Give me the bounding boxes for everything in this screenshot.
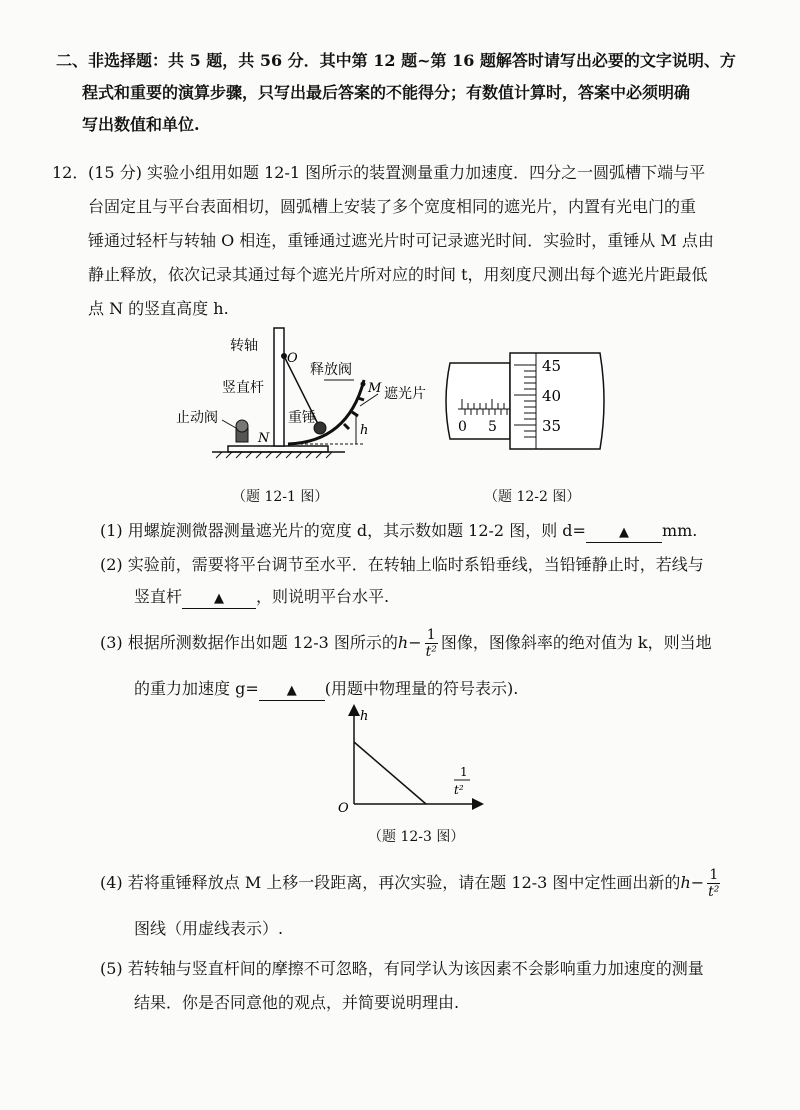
thimble-tick-35: 35: [542, 417, 562, 435]
stop-valve-label: 止动阀: [176, 410, 218, 426]
sub5-line-2: 结果．你是否同意他的观点，并简要说明理由.: [134, 993, 460, 1012]
sub5-line-1: (5) 若转轴与竖直杆间的摩擦不可忽略，有同学认为该因素不会影响重力加速度的测量: [100, 959, 704, 978]
thimble-tick-45: 45: [542, 357, 562, 375]
sleeve-tick-0: 0: [458, 419, 467, 435]
question-number: 12．: [52, 163, 89, 182]
N-label: N: [258, 431, 270, 446]
x-axis-label-den: t²: [454, 783, 464, 797]
release-valve-label: 释放阀: [310, 362, 352, 378]
sub2-line-2: 竖直杆 ▲ ，则说明平台水平.: [134, 586, 389, 609]
sub1-text: (1) 用螺旋测微器测量遮光片的宽度 d，其示数如题 12-2 图，则 d=: [100, 521, 586, 540]
sub4-line-1: (4) 若将重锤释放点 M 上移一段距离，再次实验，请在题 12-3 图中定性画出新的h− $\frac{1}{\text{t²}}$: [100, 867, 720, 900]
sleeve-tick-5: 5: [488, 419, 497, 435]
sub3-line-2: 的重力加速度 g= ▲ (用题中物理量的符号表示).: [134, 678, 518, 701]
figure-12-3-caption: （题 12-3 图）: [368, 829, 465, 845]
sub1-unit: mm.: [661, 521, 698, 540]
section-header-line-1: 二、非选择题：共 5 题，共 56 分．其中第 12 题~第 16 题解答时请写出必要的文字说明、方: [56, 51, 736, 70]
thimble-tick-40: 40: [542, 387, 562, 405]
origin-label: O: [338, 801, 349, 816]
question-text-line-5: 点 N 的竖直高度 h.: [88, 299, 229, 318]
sub2-line-1: (2) 实验前，需要将平台调节至水平．在转轴上临时系铅垂线，当铅锤静止时，若线与: [100, 555, 704, 574]
sub4-fraction: $\frac{1}{\text{t²}}$: [708, 867, 720, 900]
sub1-answer-blank[interactable]: ▲: [586, 522, 662, 543]
axis-label: 转轴: [230, 338, 258, 354]
figure-12-1-apparatus: [160, 320, 450, 470]
question-text-line-4: 静止释放，依次记录其通过每个遮光片所对应的时间 t，用刻度尺测出每个遮光片距最低: [88, 265, 708, 284]
shade-label: 遮光片: [384, 386, 426, 402]
figure-12-2-caption: （题 12-2 图）: [484, 489, 581, 505]
sub4-line-2: 图线（用虚线表示）.: [134, 919, 284, 938]
rod-label: 竖直杆: [222, 380, 264, 396]
question-text-line-1: (15 分) 实验小组用如题 12-1 图所示的装置测量重力加速度．四分之一圆弧槽下端与平: [88, 163, 706, 182]
x-axis-label-num: 1: [460, 765, 468, 779]
sub1: [100, 520, 697, 543]
question-text-line-2: 台固定且与平台表面相切，圆弧槽上安装了多个宽度相同的遮光片，内置有光电门的重: [88, 197, 697, 216]
sub3-answer-blank[interactable]: ▲: [259, 680, 325, 701]
figure-12-3-graph: [328, 704, 488, 816]
h-label: h: [360, 423, 369, 438]
section-header-line-2: 程式和重要的演算步骤，只写出最后答案的不能得分；有数值计算时，答案中必须明确: [82, 83, 691, 102]
question-text-line-3: 锤通过轻杆与转轴 O 相连，重锤通过遮光片时可记录遮光时间．实验时，重锤从 M 点由: [88, 231, 714, 250]
figure-12-2-micrometer: [440, 345, 620, 457]
M-label: M: [368, 381, 382, 396]
y-axis-label: h: [360, 709, 369, 724]
sub3-fraction: $\frac{1}{\text{t²}}$: [425, 627, 437, 660]
section-header-line-3: 写出数值和单位.: [82, 115, 200, 134]
O-label: O: [287, 351, 298, 366]
h-vs-inverse-t2-line: [354, 742, 426, 804]
hammer-label: 重锤: [288, 410, 316, 426]
figure-12-1-caption: （题 12-1 图）: [232, 489, 329, 505]
sub2-answer-blank[interactable]: ▲: [182, 588, 256, 609]
sub3-line-1: (3) 根据所测数据作出如题 12-3 图所示的h− $\frac{1}{\text{t²}}$ 图像，图像斜率的绝对值为 k，则当地: [100, 627, 712, 660]
